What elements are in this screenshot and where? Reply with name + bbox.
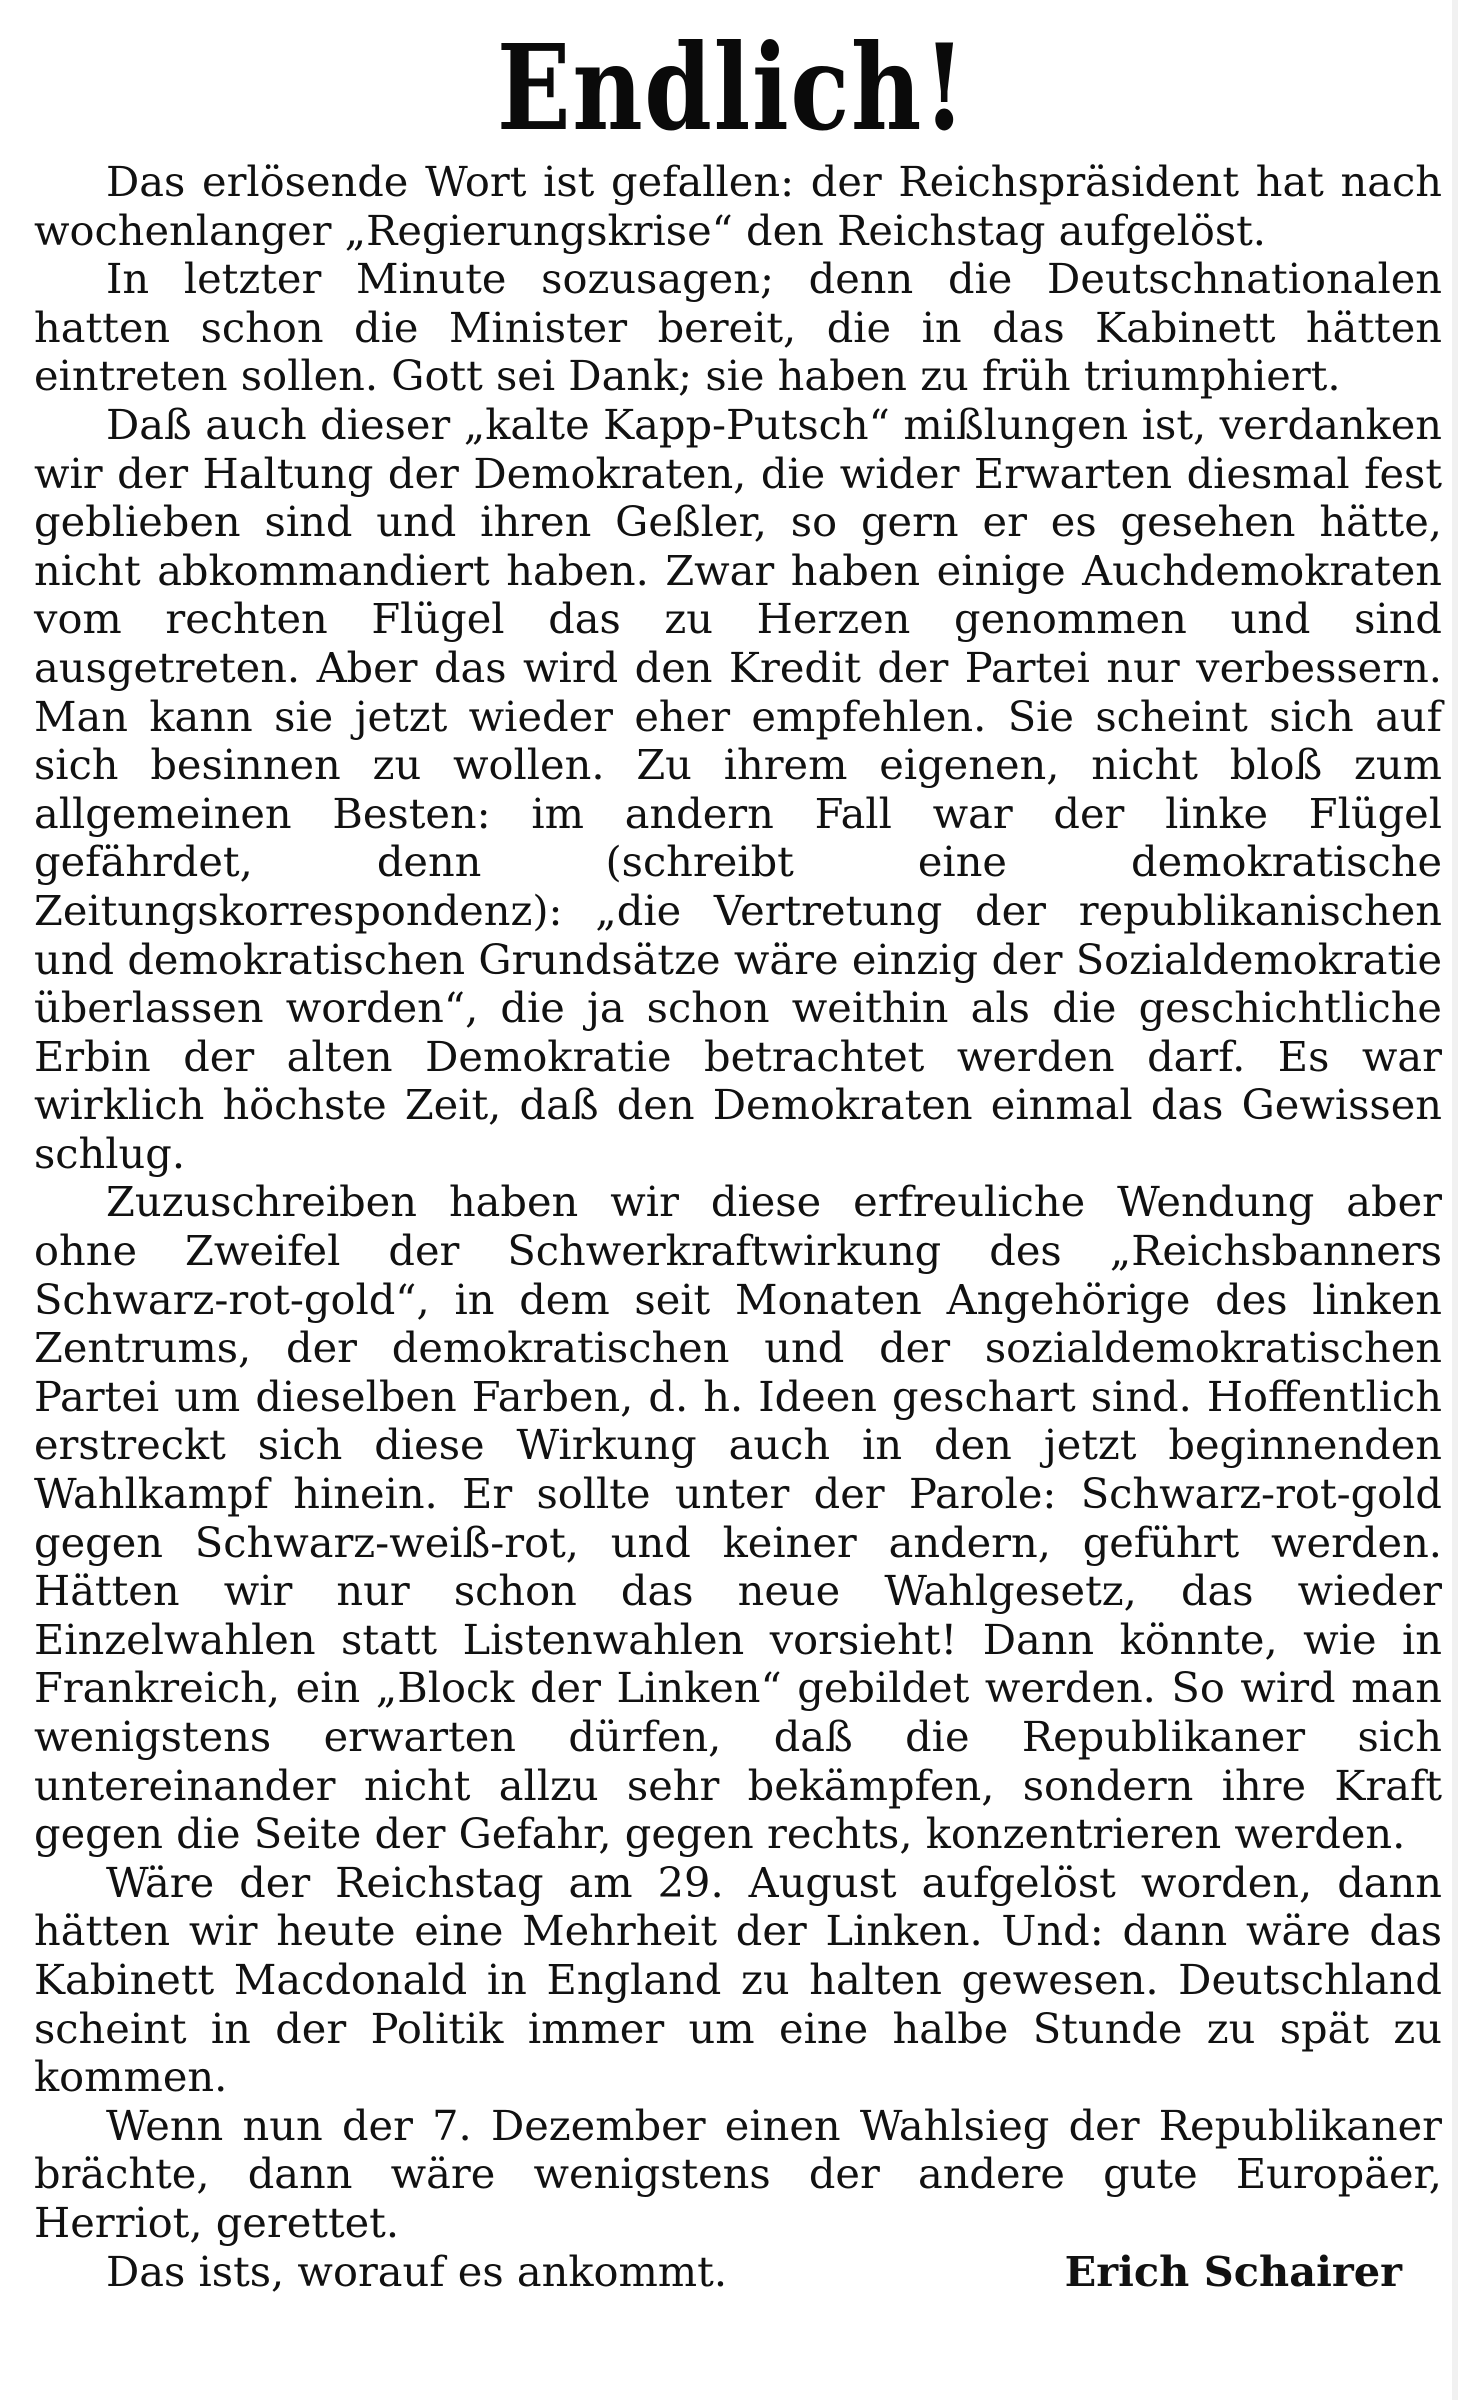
- article-paragraph: Das erlösende Wort ist gefallen: der Reichspräsident hat nach wochenlanger „Regierungskrise“ den Reichstag aufgelöst.: [34, 157, 1442, 255]
- article-body: [34, 158, 1442, 2296]
- author-signature: Erich Schairer: [1064, 2246, 1402, 2296]
- article-paragraph: Daß auch dieser „kalte Kapp-Putsch“ mißlungen ist, verdanken wir der Haltung der Demokraten, die wider Erwarten diesmal fest geblieben sind und ihren Geßler, so gern er es gesehen hätte, nicht abkommandiert haben. Zwar haben einige Auchdemokraten vom rechten Flügel das zu Herzen genommen und sind ausgetreten. Aber das wird den Kredit der Partei nur verbessern. Man kann sie jetzt wieder eher empfehlen. Sie scheint sich auf sich besinnen zu wollen. Zu ihrem eigenen, nicht bloß zum allgemeinen Besten: im andern Fall war der linke Flügel gefährdet, denn (schreibt eine demokratische Zeitungskorrespondenz): „die Vertretung der republikanischen und demokratischen Grundsätze wäre einzig der Sozialdemokratie überlassen worden“, die ja schon weithin als die geschichtliche Erbin der alten Demokratie betrachtet werden darf. Es war wirklich höchste Zeit, daß den Demokraten einmal das Gewissen schlug.: [34, 399, 1442, 1178]
- article-paragraph: Wäre der Reichstag am 29. August aufgelöst worden, dann hätten wir heute eine Mehrheit der Linken. Und: dann wäre das Kabinett Macdonald in England zu halten gewesen. Deutschland scheint in der Politik immer um eine halbe Stunde zu spät zu kommen.: [34, 1857, 1442, 2102]
- closing-line: Das ists, worauf es ankommt.: [106, 2246, 728, 2296]
- article-paragraph: In letzter Minute sozusagen; denn die Deutschnationalen hatten schon die Minister bereit, die in das Kabinett hätten eintreten sollen. Gott sei Dank; sie haben zu früh triumphiert.: [34, 254, 1442, 401]
- article-paragraph: Wenn nun der 7. Dezember einen Wahlsieg der Republikaner brächte, dann wäre wenigstens der andere gute Europäer, Herriot, gerettet.: [34, 2100, 1442, 2247]
- signature-row: [34, 2248, 1442, 2297]
- page-edge-shadow: [1452, 0, 1458, 2400]
- article-paragraph: Zuzuschreiben haben wir diese erfreuliche Wendung aber ohne Zweifel der Schwerkraftwirkung des „Reichsbanners Schwarz-rot-gold“, in dem seit Monaten Angehörige des linken Zentrums, der demokratischen und der sozialdemokratischen Partei um dieselben Farben, d. h. Ideen geschart sind. Hoffentlich erstreckt sich diese Wirkung auch in den jetzt beginnenden Wahlkampf hinein. Er sollte unter der Parole: Schwarz-rot-gold gegen Schwarz-weiß-rot, und keiner andern, geführt werden. Hätten wir nur schon das neue Wahlgesetz, das wieder Einzelwahlen statt Listenwahlen vorsieht! Dann könnte, wie in Frankreich, ein „Block der Linken“ gebildet werden. So wird man wenigstens erwarten dürfen, daß die Republikaner sich untereinander nicht allzu sehr bekämpfen, sondern ihre Kraft gegen die Seite der Gefahr, gegen rechts, konzentrieren werden.: [34, 1177, 1442, 1859]
- article-title: Endlich!: [496, 18, 968, 157]
